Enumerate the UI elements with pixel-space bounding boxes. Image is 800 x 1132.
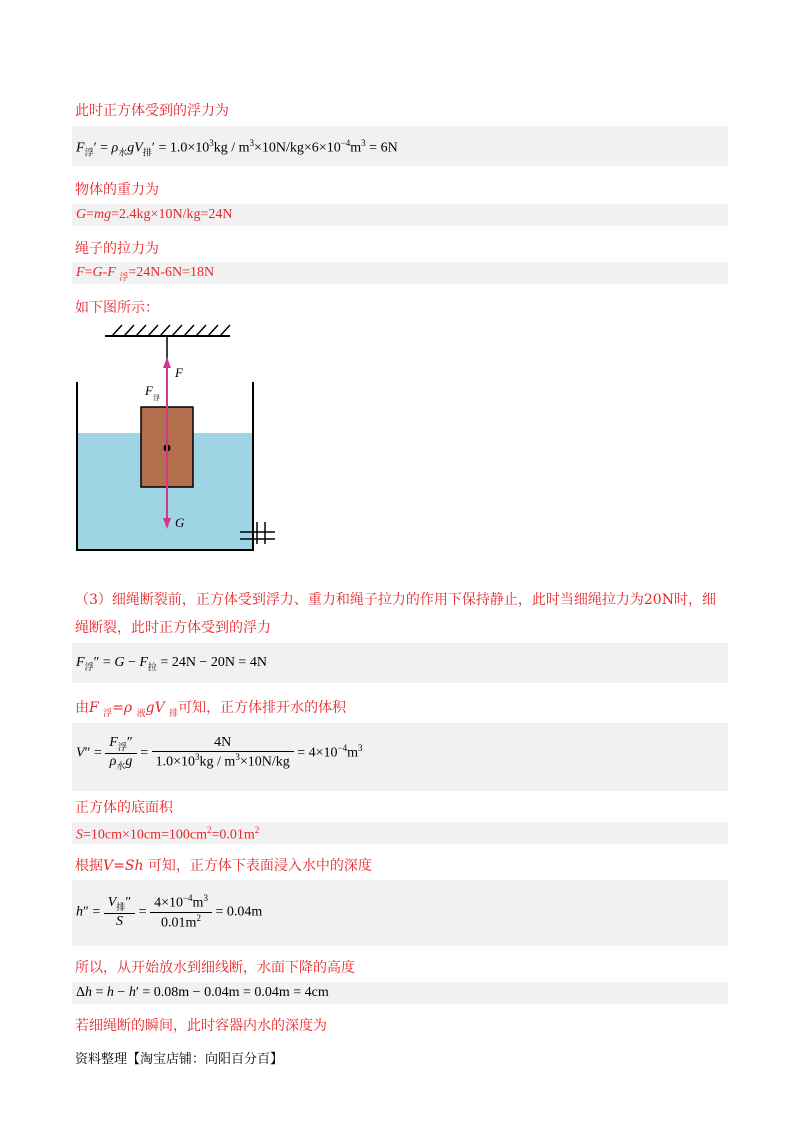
area-equation: $S=10cm\times 10cm=100cm^2=0.01m^2$: [76, 825, 260, 843]
force-diagram: [60, 315, 290, 560]
part3-line1: （3）细绳断裂前，正方体受到浮力、重力和绳子拉力的作用下保持静止，此时当细绳拉力为20N时，细: [75, 592, 716, 608]
label-f: F: [175, 365, 183, 380]
gravity-intro: 物体的重力为: [75, 182, 159, 198]
figure-intro: 如下图所示：: [75, 300, 159, 316]
buoyancy2-equation: $F_浮'' = G - F_拉 = 24N - 20N = 4N$: [76, 655, 267, 672]
label-ffu: F: [145, 383, 153, 398]
depth-intro: 根据V=Sh 可知，正方体下表面浸入水中的深度: [75, 858, 372, 874]
buoyancy-intro: 此时正方体受到的浮力为: [75, 103, 229, 119]
last-intro: 若细绳断的瞬间，此时容器内水的深度为: [75, 1018, 327, 1034]
drop-intro: 所以，从开始放水到细线断，水面下降的高度: [75, 960, 355, 976]
drop-equation: Δh = h − h′ = 0.08m − 0.04m = 0.04m = 4cm: [76, 985, 329, 1000]
volume-intro: 由F $_浮$=ρ $_液$gV $_排$可知，正方体排开水的体积: [75, 700, 347, 719]
label-g: G: [175, 515, 185, 530]
footer-text: 资料整理【淘宝店铺：向阳百分百】: [75, 1052, 284, 1067]
tension-intro: 绳子的拉力为: [75, 241, 159, 257]
part3-line2: 绳断裂，此时正方体受到的浮力: [75, 620, 271, 636]
gravity-equation: G=mg=2.4kg×10N/kg=24N: [76, 207, 233, 222]
buoyancy-equation: $F_浮' = \rho_水gV_排' = 1.0\times 10^3kg / m^3\times 10N/kg\times 6\times 10^{-4}m^3 = 6N$: [76, 138, 398, 158]
volume-equation: V″ = $\frac{F_浮''}{\rho_水g}$ = $\frac{4N}{1.0\times 10^3kg / m^3\times 10N/kg}$ = $4\times 10^{-4}m^3$: [76, 735, 363, 771]
label-ffu-sub: 浮: [153, 394, 160, 402]
base-area-intro: 正方体的底面积: [75, 800, 173, 816]
tension-equation: F=G-F $_浮$=24N-6N=18N: [76, 265, 215, 282]
depth-equation: h″ = $\frac{V_排''}{S}$ = $\frac{4\times 10^{-4}m^3}{0.01m^2}$ = 0.04m: [76, 893, 263, 931]
